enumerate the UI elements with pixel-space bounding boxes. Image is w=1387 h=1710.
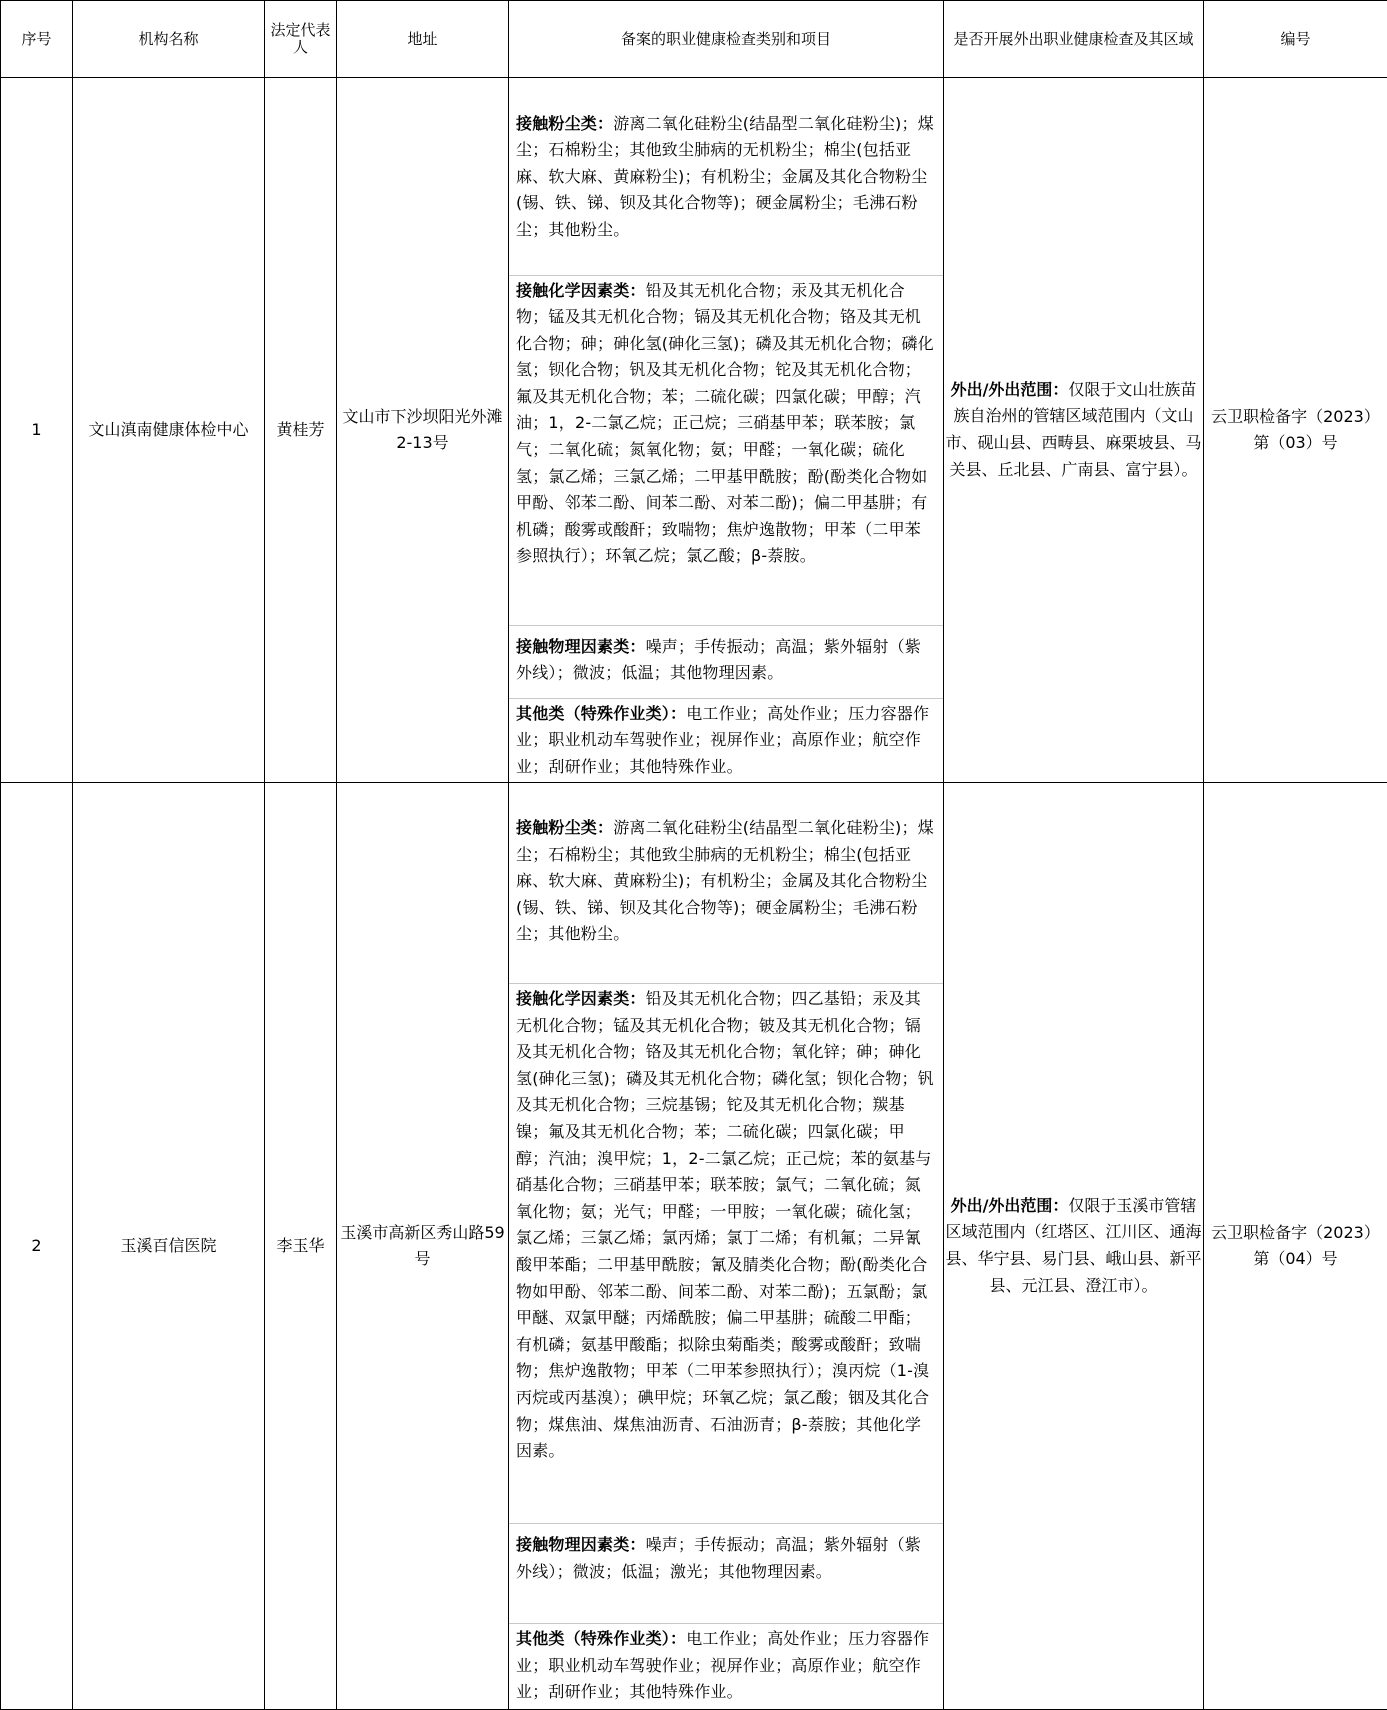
item-text: 电工作业；高处作业；压力容器作业；职业机动车驾驶作业；视屏作业；高原作业；航空作业；刮研作业；其他特殊作业。: [516, 1629, 929, 1701]
item-category: 接触化学因素类：: [516, 989, 646, 1008]
item-special: [509, 698, 943, 782]
item-category: 接触化学因素类：: [516, 281, 646, 300]
item-category: 其他类（特殊作业类）：: [516, 1629, 686, 1648]
row-legal-rep: 黄桂芳: [265, 78, 337, 783]
header-items: 备案的职业健康检查类别和项目: [509, 1, 944, 78]
outside-label: 外出/外出范围：: [951, 1196, 1069, 1215]
header-row: [1, 1, 1387, 78]
row-outside-scope: [944, 783, 1204, 1710]
row-address: 文山市下沙坝阳光外滩2-13号: [337, 78, 509, 783]
item-text: 铅及其无机化合物；汞及其无机化合物；锰及其无机化合物；镉及其无机化合物；铬及其无机化合物；砷；砷化氢(砷化三氢)；磷及其无机化合物；磷化氢；钡化合物；钒及其无机化合物；铊及其无机化合物；氟及其无机化合物；苯；二硫化碳；四氯化碳；甲醇；汽油；1，2-二氯乙烷；正己烷；三硝基甲苯；联苯胺；氯气；二氧化硫；氮氧化物；氨；甲醛；一氧化碳；硫化氢；氯乙烯；三氯乙烯；二甲基甲酰胺；酚(酚类化合物如甲酚、邻苯二酚、间苯二酚、对苯二酚)；偏二甲基肼；有机磷；酸雾或酸酐；致喘物；焦炉逸散物；甲苯（二甲苯参照执行）；环氧乙烷；氯乙酸；β-萘胺。: [516, 281, 934, 566]
header-code: 编号: [1204, 1, 1387, 78]
row-code: 云卫职检备字（2023）第（04）号: [1204, 783, 1387, 1710]
item-dust: [509, 783, 943, 983]
item-text: 铅及其无机化合物；四乙基铅；汞及其无机化合物；锰及其无机化合物；铍及其无机化合物；镉及其无机化合物；铬及其无机化合物；氧化锌；砷；砷化氢(砷化三氢)；磷及其无机化合物；磷化氢；钡化合物；钒及其无机化合物；三烷基锡；铊及其无机化合物；羰基镍；氟及其无机化合物；苯；二硫化碳；四氯化碳；甲醇；汽油；溴甲烷；1，2-二氯乙烷；正己烷；苯的氨基与硝基化合物；三硝基甲苯；联苯胺；氯气；二氧化硫；氮氧化物；氨；光气；甲醛；一甲胺；一氧化碳；硫化氢；氯乙烯；三氯乙烯；氯丙烯；氯丁二烯；有机氟；二异氰酸甲苯酯；二甲基甲酰胺；氰及腈类化合物；酚(酚类化合物如甲酚、邻苯二酚、间苯二酚、对苯二酚)；五氯酚；氯甲醚、双氯甲醚；丙烯酰胺；偏二甲基肼；硫酸二甲酯；有机磷；氨基甲酸酯；拟除虫菊酯类；酸雾或酸酐；致喘物；焦炉逸散物；甲苯（二甲苯参照执行）；溴丙烷（1-溴丙烷或丙基溴）；碘甲烷；环氧乙烷；氯乙酸；铟及其化合物；煤焦油、煤焦油沥青、石油沥青；β-萘胺；其他化学因素。: [516, 989, 934, 1460]
item-category: 接触物理因素类：: [516, 1535, 646, 1554]
header-seq: 序号: [1, 1, 73, 78]
item-category: 接触物理因素类：: [516, 637, 646, 656]
item-chemical: [509, 275, 943, 625]
item-text: 电工作业；高处作业；压力容器作业；职业机动车驾驶作业；视屏作业；高原作业；航空作业；刮研作业；其他特殊作业。: [516, 704, 929, 776]
row-seq: 2: [1, 783, 73, 1710]
item-text: 噪声；手传振动；高温；紫外辐射（紫外线）；微波；低温；其他物理因素。: [516, 637, 921, 683]
outside-label: 外出/外出范围：: [951, 380, 1069, 399]
header-outside: 是否开展外出职业健康检查及其区域: [944, 1, 1204, 78]
item-physical: [509, 625, 943, 698]
item-text: 游离二氧化硅粉尘(结晶型二氧化硅粉尘)；煤尘；石棉粉尘；其他致尘肺病的无机粉尘；棉尘(包括亚麻、软大麻、黄麻粉尘)；有机粉尘；金属及其化合物粉尘(锡、铁、锑、钡及其化合物等)；硬金属粉尘；毛沸石粉尘；其他粉尘。: [516, 114, 934, 239]
row-name: 玉溪百信医院: [73, 783, 265, 1710]
item-special: [509, 1623, 943, 1709]
row-address: 玉溪市高新区秀山路59号: [337, 783, 509, 1710]
item-text: 游离二氧化硅粉尘(结晶型二氧化硅粉尘)；煤尘；石棉粉尘；其他致尘肺病的无机粉尘；棉尘(包括亚麻、软大麻、黄麻粉尘)；有机粉尘；金属及其化合物粉尘(锡、铁、锑、钡及其化合物等)；硬金属粉尘；毛沸石粉尘；其他粉尘。: [516, 818, 934, 943]
item-category: 接触粉尘类：: [516, 114, 613, 133]
header-address: 地址: [337, 1, 509, 78]
table-row: [1, 78, 1387, 783]
row-seq: 1: [1, 78, 73, 783]
item-chemical: [509, 983, 943, 1523]
row-name: 文山滇南健康体检中心: [73, 78, 265, 783]
item-text: 噪声；手传振动；高温；紫外辐射（紫外线）；微波；低温；激光；其他物理因素。: [516, 1535, 921, 1581]
row-outside-scope: [944, 78, 1204, 783]
item-dust: [509, 79, 943, 275]
outside-text: 仅限于文山壮族苗族自治州的管辖区域范围内（文山市、砚山县、西畴县、麻栗坡县、马关县、丘北县、广南县、富宁县）。: [945, 380, 1201, 479]
header-name: 机构名称: [73, 1, 265, 78]
row-items: [509, 78, 944, 783]
item-physical: [509, 1523, 943, 1623]
header-legal-rep: 法定代表人: [265, 1, 337, 78]
row-code: 云卫职检备字（2023）第（03）号: [1204, 78, 1387, 783]
item-category: 接触粉尘类：: [516, 818, 613, 837]
outside-text: 仅限于玉溪市管辖区域范围内（红塔区、江川区、通海县、华宁县、易门县、峨山县、新平县、元江县、澄江市）。: [945, 1196, 1201, 1295]
row-items: [509, 783, 944, 1710]
item-category: 其他类（特殊作业类）：: [516, 704, 686, 723]
row-legal-rep: 李玉华: [265, 783, 337, 1710]
table-row: [1, 783, 1387, 1710]
